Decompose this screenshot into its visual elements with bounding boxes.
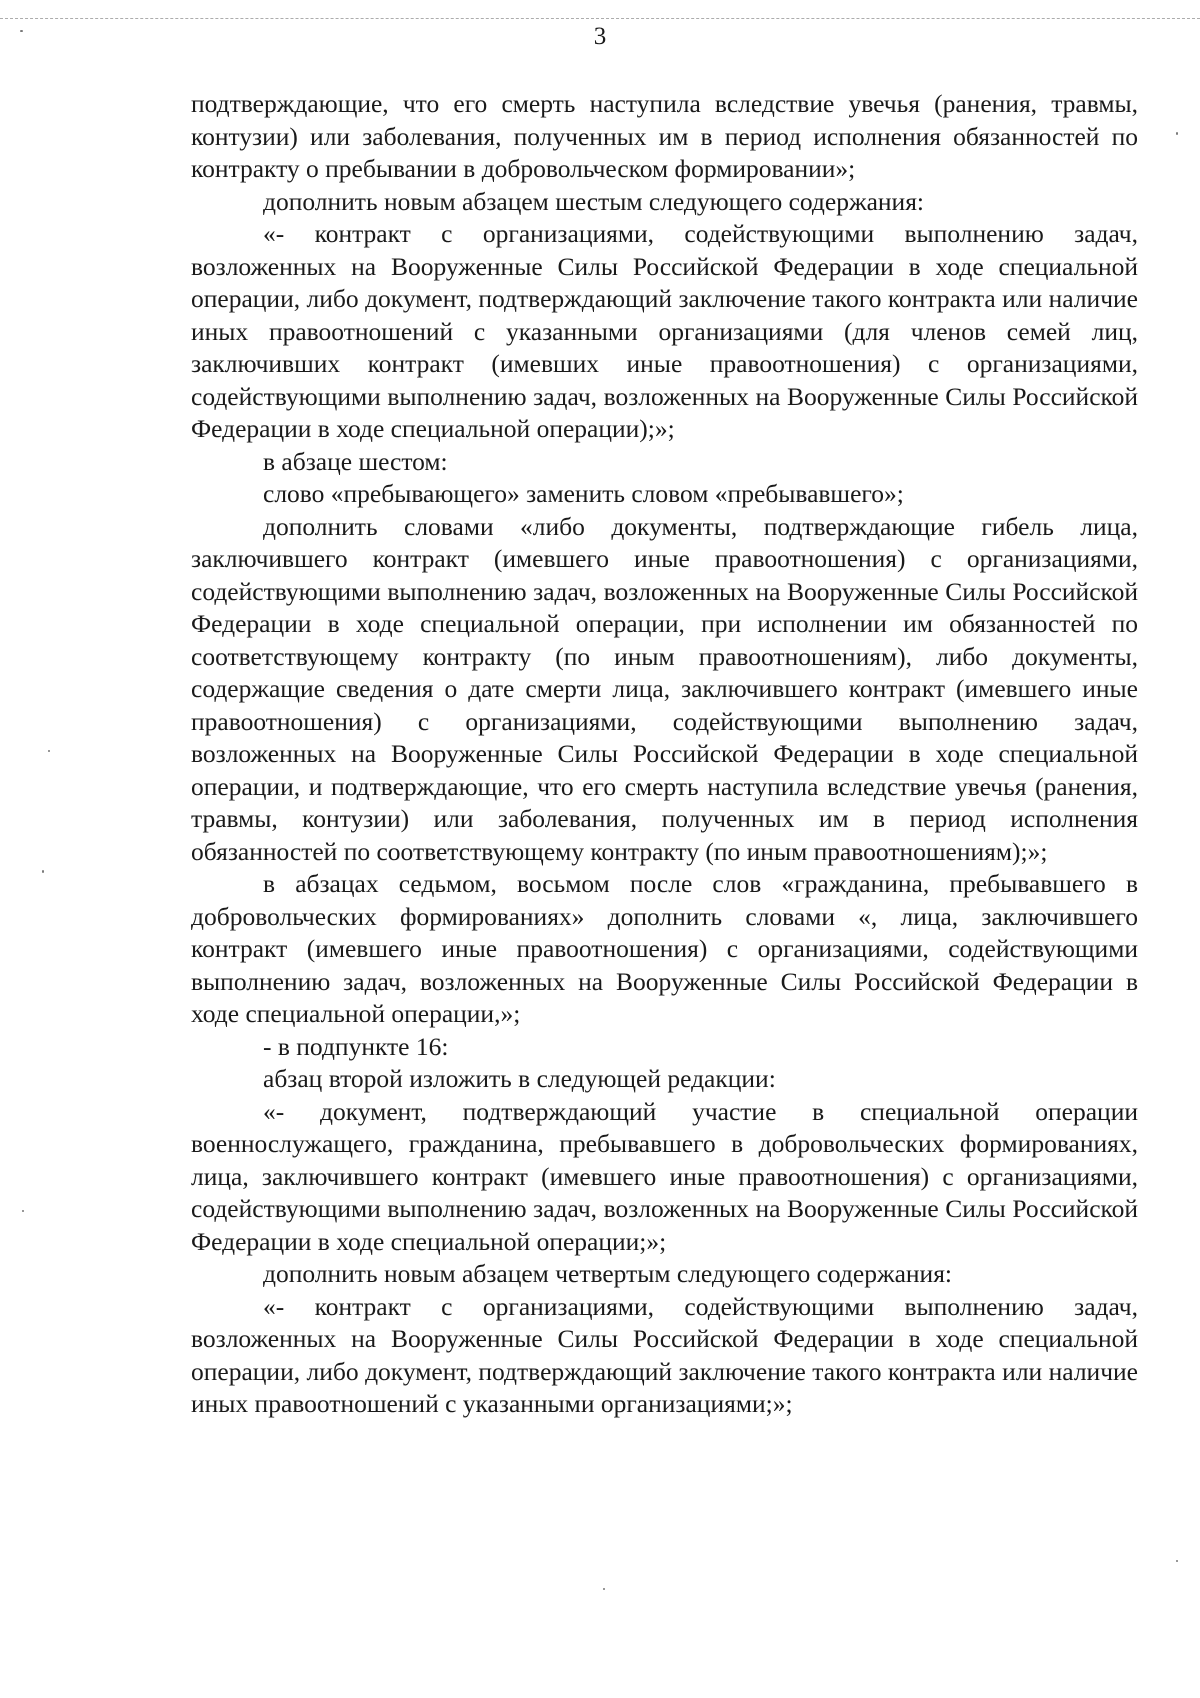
- paragraph-contract-quote: «- контракт с организациями, содействующими выполнению задач, возложенных на Вооруженные Силы Российской Федерации в ходе специальной операции, либо документ, подтверждающий заключение такого контракта или наличие иных правоотношений с указанными организациями (для членов семей лиц, заключивших контракт (имевших иные правоотношения) с организациями, содействующими выполнению задач, возложенных на Вооруженные Силы Российской Федерации в ходе специальной операции);»;: [191, 219, 1138, 443]
- document-body: [191, 88, 1138, 1421]
- paragraph-contract-quote-final: «- контракт с организациями, содействующими выполнению задач, возложенных на Вооруженные Силы Российской Федерации в ходе специальной операции, либо документ, подтверждающий заключение такого контракта или наличие иных правоотношений с указанными организациями;»;: [191, 1291, 1138, 1418]
- scan-top-edge: [0, 18, 1200, 19]
- paragraph-subpoint-16: - в подпункте 16:: [263, 1031, 449, 1061]
- page-number: 3: [593, 23, 607, 50]
- paragraph-add-sixth: дополнить новым абзацем шестым следующего содержания:: [263, 186, 925, 216]
- paragraph-sixth-heading: в абзаце шестом:: [263, 446, 448, 476]
- paragraph-add-words-death: дополнить словами «либо документы, подтверждающие гибель лица, заключившего контракт (имевшего иные правоотношения) с организациями, содействующими выполнению задач, возложенных на Вооруженные Силы Российской Федерации в ходе специальной операции, при исполнении им обязанностей по соответствующему контракту (по иным правоотношениям), либо документы, содержащие сведения о дате смерти лица, заключившего контракт (имевшего иные правоотношения) с организациями, содействующими выполнению задач, возложенных на Вооруженные Силы Российской Федерации в ходе специальной операции, и подтверждающие, что его смерть наступила вследствие увечья (ранения, травмы, контузии) или заболевания, полученных им в период исполнения обязанностей по соответствующему контракту (по иным правоотношениям);»;: [191, 511, 1138, 866]
- paragraph-continuation: подтверждающие, что его смерть наступила вследствие увечья (ранения, травмы, контузии) или заболевания, полученных им в период исполнения обязанностей по контракту о пребывании в добровольческом формировании»;: [191, 89, 1138, 183]
- paragraph-second-edit: абзац второй изложить в следующей редакции:: [263, 1064, 776, 1093]
- scan-speck: [1176, 132, 1178, 135]
- scan-speck: [22, 1210, 24, 1212]
- scan-speck: [1176, 1560, 1178, 1562]
- paragraph-add-fourth: дополнить новым абзацем четвертым следующего содержания:: [263, 1259, 953, 1288]
- scan-speck: [20, 30, 23, 32]
- paragraph-word-replace: слово «пребывающего» заменить словом «пребывавшего»;: [263, 479, 904, 508]
- scan-speck: [48, 750, 50, 752]
- paragraph-participation-doc: «- документ, подтверждающий участие в специальной операции военнослужащего, гражданина, пребывавшего в добровольческих формированиях, лица, заключившего контракт (имевшего иные правоотношения) с организациями, содействующими выполнению задач, возложенных на Вооруженные Силы Российской Федерации в ходе специальной операции;»;: [191, 1096, 1138, 1256]
- scan-speck: [42, 870, 44, 873]
- paragraph-seventh-eighth: в абзацах седьмом, восьмом после слов «гражданина, пребывавшего в добровольческих формированиях» дополнить словами «, лица, заключившего контракт (имевшего иные правоотношения) с организациями, содействующими выполнению задач, возложенных на Вооруженные Силы Российской Федерации в ходе специальной операции,»;: [191, 869, 1138, 1028]
- scan-speck: [603, 1588, 605, 1590]
